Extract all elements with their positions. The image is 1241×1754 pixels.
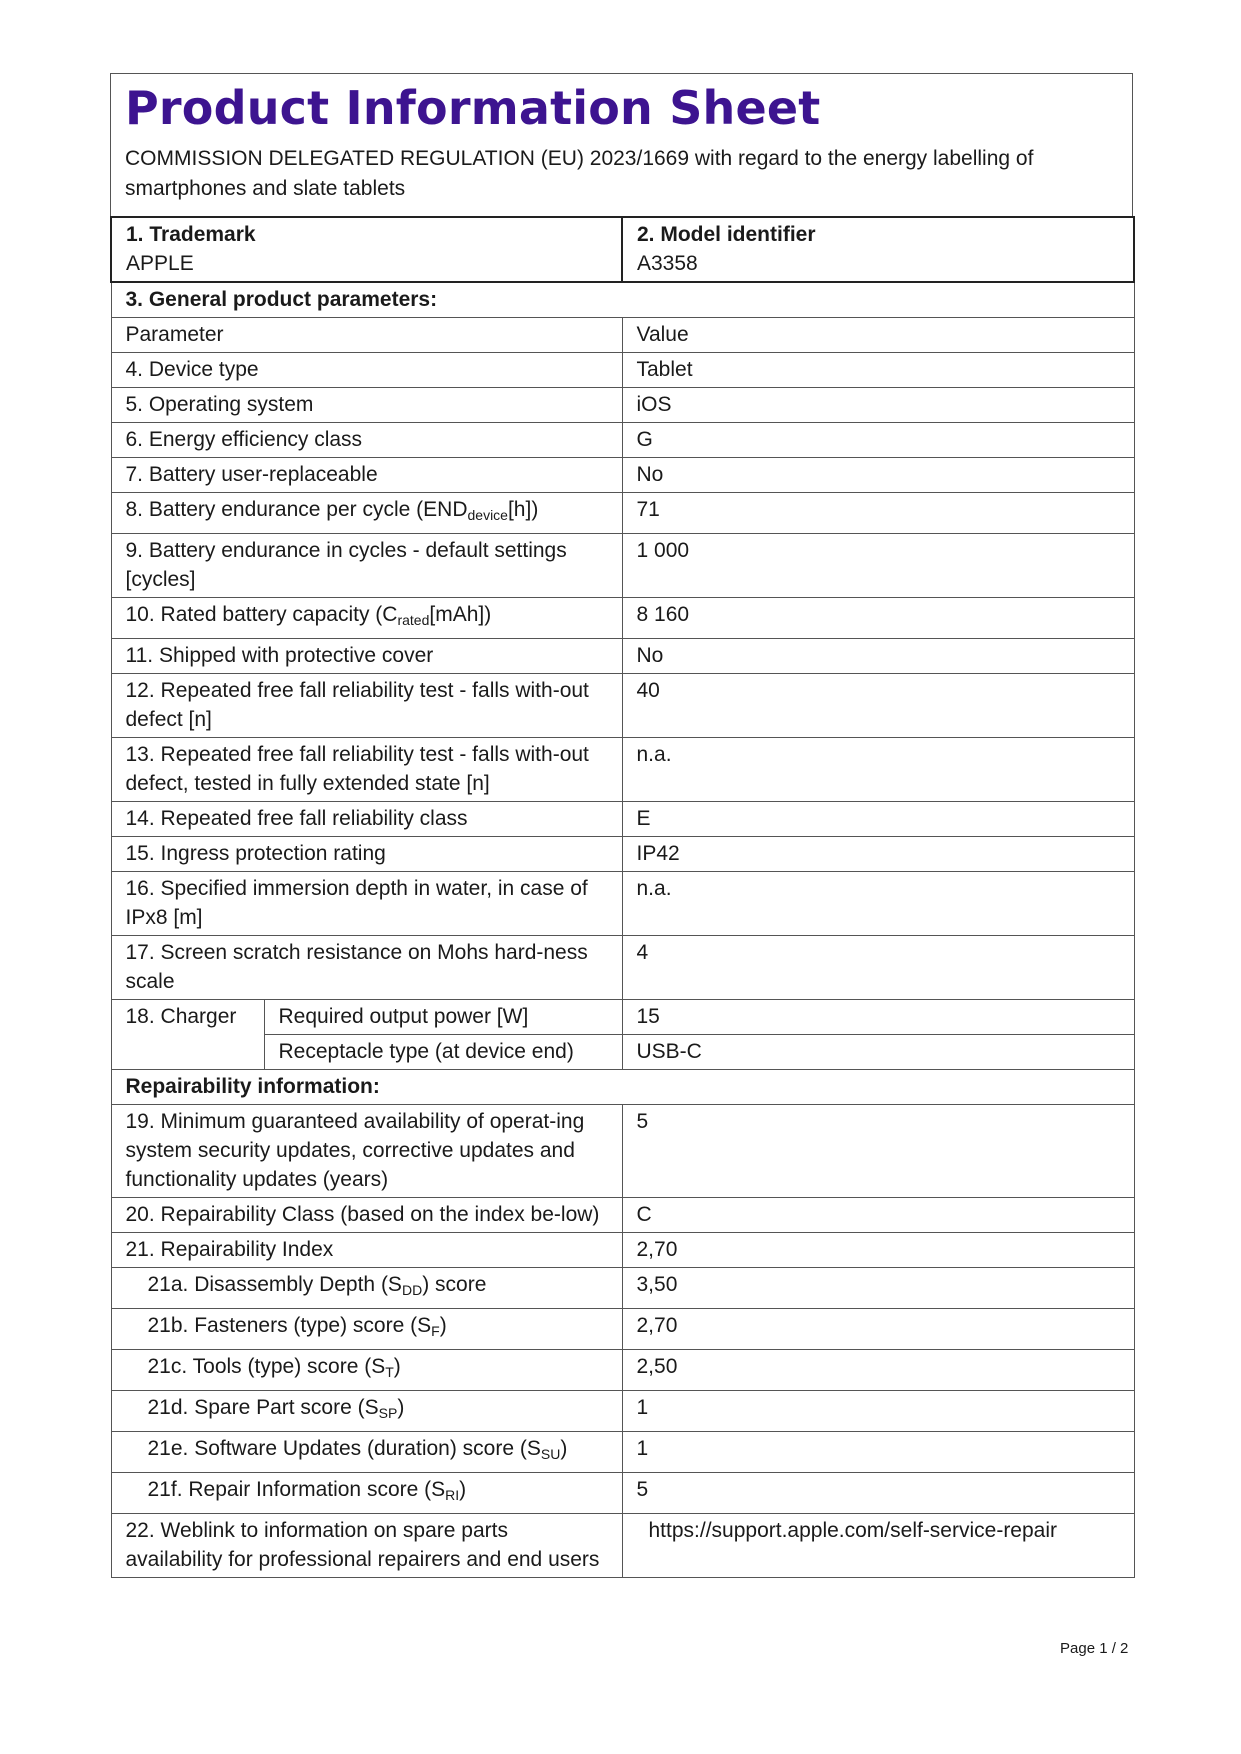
table-row [111,423,1134,458]
param-label: 20. Repairability Class (based on the index be-low) [111,1198,622,1233]
param-value: iOS [622,388,1134,423]
label-text: ) [397,1396,405,1419]
sheet-header [110,73,1133,216]
param-label: 5. Operating system [111,388,622,423]
identity-row [111,217,1134,282]
page-number: Page 1 / 2 [1060,1640,1129,1657]
column-parameter: Parameter [111,318,622,353]
charger-label: 18. Charger [111,1000,264,1070]
param-label: 12. Repeated free fall reliability test - falls with-out defect [n] [111,674,622,738]
label-text: [mAh]) [429,603,492,626]
param-value: No [622,639,1134,674]
label-subscript: RI [445,1487,460,1503]
charger-power-label: Required output power [W] [264,1000,622,1035]
regulation-subtitle: COMMISSION DELEGATED REGULATION (EU) 2023/1669 with regard to the energy labelling of smartphones and slate tablets [125,147,1034,200]
product-table [110,216,1135,1578]
param-value: 5 [622,1105,1134,1198]
trademark-cell [111,217,622,282]
table-row [111,1233,1134,1268]
param-value: 8 160 [622,598,1134,639]
param-value: 2,70 [622,1309,1134,1350]
param-value: IP42 [622,837,1134,872]
param-label [111,1391,622,1432]
label-subscript: device [467,507,508,523]
param-value: 1 [622,1391,1134,1432]
label-text: ) [560,1437,568,1460]
label-text: ) [459,1478,467,1501]
charger-row [111,1035,1134,1070]
table-row [111,388,1134,423]
param-value: 5 [622,1473,1134,1514]
table-row [111,738,1134,802]
param-value: 3,50 [622,1268,1134,1309]
param-label: 17. Screen scratch resistance on Mohs hard-ness scale [111,936,622,1000]
label-text: 8. Battery endurance per cycle (END [125,498,468,521]
param-label: 11. Shipped with protective cover [111,639,622,674]
param-label [111,1309,622,1350]
param-value: E [622,802,1134,837]
param-value: 40 [622,674,1134,738]
param-label [111,493,622,534]
param-label: 9. Battery endurance in cycles - default settings [cycles] [111,534,622,598]
table-row [111,1309,1134,1350]
repair-heading: Repairability information: [111,1070,1134,1105]
model-value: A3358 [637,252,698,275]
param-label: 19. Minimum guaranteed availability of operat-ing system security updates, corrective updates and functionality updates (years) [111,1105,622,1198]
label-text: ) score [422,1273,487,1296]
param-label [111,598,622,639]
table-row [111,1432,1134,1473]
param-value: No [622,458,1134,493]
label-text: 21e. Software Updates (duration) score (S [147,1437,541,1460]
charger-power-value: 15 [622,1000,1134,1035]
table-row [111,598,1134,639]
param-value: G [622,423,1134,458]
label-text: 10. Rated battery capacity (C [125,603,398,626]
param-value: 4 [622,936,1134,1000]
table-row [111,458,1134,493]
param-label [111,1473,622,1514]
param-value: 2,70 [622,1233,1134,1268]
table-row [111,493,1134,534]
charger-receptacle-label: Receptacle type (at device end) [264,1035,622,1070]
trademark-label: 1. Trademark [126,223,256,246]
charger-row [111,1000,1134,1035]
table-row [111,872,1134,936]
param-label: 21. Repairability Index [111,1233,622,1268]
table-row [111,1391,1134,1432]
label-text: ) [393,1355,401,1378]
table-row [111,1514,1134,1578]
general-heading-row [111,282,1134,318]
label-text: 21c. Tools (type) score (S [147,1355,386,1378]
label-text: 21a. Disassembly Depth (S [147,1273,402,1296]
table-row [111,1105,1134,1198]
param-label [111,1432,622,1473]
charger-receptacle-value: USB-C [622,1035,1134,1070]
product-information-sheet [110,73,1133,1578]
param-label: 13. Repeated free fall reliability test - falls with-out defect, tested in fully extended state [n] [111,738,622,802]
param-value: 1 [622,1432,1134,1473]
param-value: Tablet [622,353,1134,388]
table-row [111,674,1134,738]
param-value: C [622,1198,1134,1233]
column-header-row [111,318,1134,353]
table-row [111,1473,1134,1514]
param-value: 1 000 [622,534,1134,598]
label-subscript: T [385,1364,394,1380]
label-subscript: DD [401,1282,423,1298]
table-row [111,936,1134,1000]
table-row [111,1268,1134,1309]
param-label: 6. Energy efficiency class [111,423,622,458]
model-cell [622,217,1134,282]
table-row [111,1198,1134,1233]
label-subscript: SP [378,1405,398,1421]
label-text: 21b. Fasteners (type) score (S [147,1314,432,1337]
param-label: 4. Device type [111,353,622,388]
label-subscript: F [431,1323,440,1339]
label-text: 21f. Repair Information score (S [147,1478,446,1501]
label-subscript: SU [540,1446,561,1462]
model-label: 2. Model identifier [637,223,816,246]
label-subscript: rated [397,612,430,628]
trademark-value: APPLE [126,252,194,275]
param-label: 7. Battery user-replaceable [111,458,622,493]
param-label: 14. Repeated free fall reliability class [111,802,622,837]
param-value: 2,50 [622,1350,1134,1391]
table-row [111,353,1134,388]
page-title: Product Information Sheet [125,81,821,135]
weblink-value[interactable]: https://support.apple.com/self-service-repair [622,1514,1134,1578]
param-label: 15. Ingress protection rating [111,837,622,872]
label-text: [h]) [507,498,539,521]
table-row [111,639,1134,674]
param-label: 16. Specified immersion depth in water, in case of IPx8 [m] [111,872,622,936]
table-row [111,1350,1134,1391]
repair-heading-row [111,1070,1134,1105]
param-value: n.a. [622,738,1134,802]
table-row [111,837,1134,872]
table-row [111,802,1134,837]
param-value: n.a. [622,872,1134,936]
param-label [111,1350,622,1391]
param-value: 71 [622,493,1134,534]
param-label: 22. Weblink to information on spare parts availability for professional repairers and end users [111,1514,622,1578]
param-label [111,1268,622,1309]
label-text: ) [439,1314,447,1337]
label-text: 21d. Spare Part score (S [147,1396,379,1419]
column-value: Value [622,318,1134,353]
general-heading: 3. General product parameters: [111,282,1134,318]
table-row [111,534,1134,598]
